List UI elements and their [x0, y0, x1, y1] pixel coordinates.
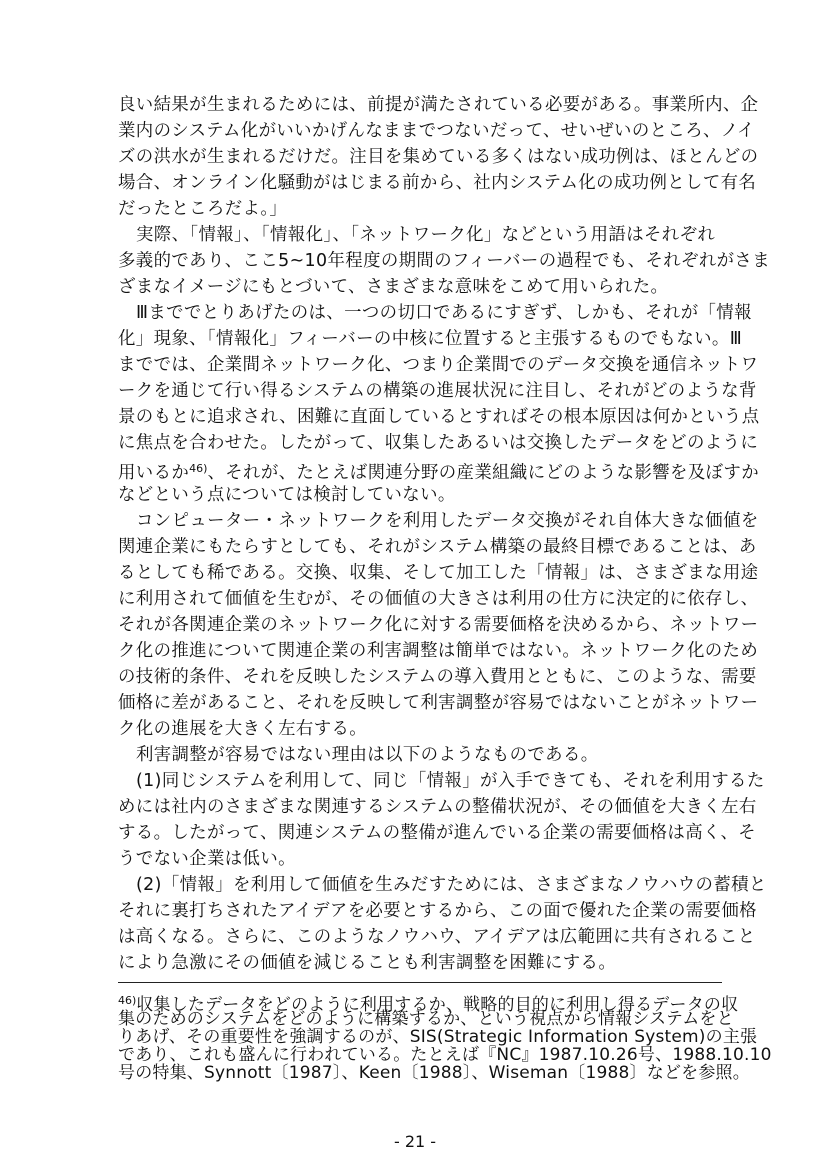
body-line: に利用されて価値を生むが、その価値の大きさは利用の仕方に決定的に依存し、	[118, 589, 759, 609]
body-line: 利害調整が容易ではない理由は以下のようなものである。	[136, 745, 599, 765]
footnote-reference: 46)	[189, 462, 208, 475]
body-line: (2)「情報」を利用して価値を生みだすためには、さまざまなノウハウの蓄積と	[136, 875, 767, 895]
body-line: ズの洪水が生まれるだけだ。注目を集めている多くはない成功例は、ほとんどの	[118, 147, 759, 167]
body-line: ざまなイメージにもとづいて、さまざまな意味をこめて用いられた。	[118, 277, 669, 297]
footnote-divider	[118, 982, 722, 983]
body-line: 実際、「情報」、「情報化」、「ネットワーク化」などという用語はそれぞれ	[136, 225, 716, 245]
body-line: それに裏打ちされたアイデアを必要とするから、この面で優れた企業の需要価格	[118, 901, 757, 921]
body-line: の技術的条件、それを反映したシステムの導入費用とともに、このような、需要	[118, 667, 757, 687]
body-line: 場合、オンライン化騒動がはじまる前から、社内システム化の成功例として有名	[118, 173, 757, 193]
body-line: 価格に差があること、それを反映して利害調整が容易ではないことがネットワー	[118, 693, 759, 713]
body-line: ク化の推進について関連企業の利害調整は簡単ではない。ネットワーク化のため	[118, 641, 759, 661]
body-line: コンピューター・ネットワークを利用したデータ交換がそれ自体大きな価値を	[136, 511, 759, 531]
body-line: 業内のシステム化がいいかげんなままでつないだって、せいぜいのところ、ノイ	[118, 121, 755, 141]
footnote-marker: 46)	[118, 994, 137, 1007]
body-line	[118, 456, 759, 483]
body-line: に焦点を合わせた。したがって、収集したあるいは交換したデータをどのように	[118, 433, 759, 453]
footnote-line: であり、これも盛んに行われている。たとえば『NC』1987.10.26号、1988.10.10	[118, 1045, 772, 1065]
body-line: るとしても稀である。交換、収集、そして加工した「情報」は、さまざまな用途	[118, 563, 759, 583]
body-line: ークを通じて行い得るシステムの構築の進展状況に注目し、それがどのような背	[118, 381, 757, 401]
body-line: 関連企業にもたらすとしても、それがシステム構築の最終目標であることは、あ	[118, 537, 757, 557]
body-line: 化」現象、「情報化」フィーバーの中核に位置すると主張するものでもない。Ⅲ	[118, 329, 743, 349]
body-line: 多義的であり、ここ5~10年程度の期間のフィーバーの過程でも、それぞれがさま	[118, 251, 770, 271]
footnote-line: 号の特集、Synnott〔1987〕、Keen〔1988〕、Wiseman〔1988〕などを参照。	[118, 1063, 750, 1083]
body-line-part: 用いるか	[118, 463, 190, 483]
body-line: 良い結果が生まれるためには、前提が満たされている必要がある。事業所内、企	[118, 95, 759, 115]
body-line: (1)同じシステムを利用して、同じ「情報」が入手できても、それを利用するた	[136, 771, 765, 791]
page-number: - 21 -	[393, 1132, 437, 1151]
body-line: する。したがって、関連システムの整備が進んでいる企業の需要価格は高く、そ	[118, 823, 757, 843]
body-line: により急激にその価値を減じることも利害調整を困難にする。	[118, 953, 617, 973]
body-line: まででは、企業間ネットワーク化、つまり企業間でのデータ交換を通信ネットワ	[118, 355, 759, 375]
body-line-part: 、それが、たとえば関連分野の産業組織にどのような影響を及ぼすか	[207, 463, 759, 483]
body-line: だったところだよ。」	[118, 199, 288, 219]
body-line: ク化の進展を大きく左右する。	[118, 719, 368, 739]
body-line: それが各関連企業のネットワーク化に対する需要価格を決めるから、ネットワー	[118, 615, 759, 635]
body-line: うでない企業は低い。	[118, 849, 296, 869]
body-line: は高くなる。さらに、このようなノウハウ、アイデアは広範囲に共有されること	[118, 927, 756, 947]
body-line: めには社内のさまざまな関連するシステムの整備状況が、その価値を大きく左右	[118, 797, 757, 817]
footnote-text: 収集したデータをどのように利用するか、戦略的目的に利用し得るデータの収	[136, 995, 739, 1015]
footnote-line: りあげ、その重要性を強調するのが、SIS(Strategic Information System)の主張	[118, 1027, 758, 1047]
body-line: などという点については検討していない。	[118, 485, 456, 505]
footnote-line: 集のためのシステムをどのように構築するか、という視点から情報システムをと	[118, 1009, 734, 1029]
body-line: 景のもとに追求され、困難に直面しているとすればその根本原因は何かという点	[118, 407, 760, 427]
body-line: Ⅲまででとりあげたのは、一つの切口であるにすぎず、しかも、それが「情報	[136, 303, 752, 323]
